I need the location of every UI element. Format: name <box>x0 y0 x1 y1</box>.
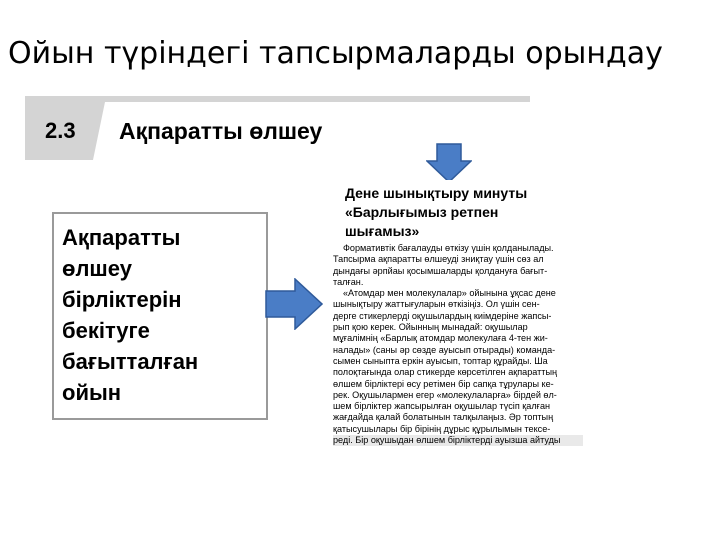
description-line: өлшеу <box>62 256 132 281</box>
document-body-line: «Атомдар мен молекулалар» ойынына ұқсас дене <box>343 288 556 299</box>
document-title-line: «Барлығымыз ретпен <box>345 204 499 220</box>
document-body-line: дындағы әрпйаы қосымшаларды қолдануға бағыт- <box>333 265 548 276</box>
document-title <box>345 184 585 241</box>
description-box <box>52 212 268 420</box>
document-body-line: Тапсырма ақпаратты өлшеуді зниқтау үшін сөз ал <box>333 254 544 265</box>
section-number-box <box>25 96 93 160</box>
document-body-line: налады» (саны әр сөзде ауысып отырады) команда- <box>333 344 556 355</box>
document-body-line: сымен сыныпта еркін ауысып, топтар құрайды. Ша <box>333 355 548 366</box>
document-body-line: өлшем бірліктері өсу ретімен бір сапқа тұрулары ке- <box>333 378 554 389</box>
document-body-line: қатысушылары бір бірінің дұрыс құрылымын тексе- <box>333 423 551 434</box>
description-line: бірліктерін <box>62 287 182 312</box>
description-line: бекітуге <box>62 318 150 343</box>
description-line: бағытталған <box>62 349 199 374</box>
document-body-line: шынықтыру жаттығуларын өткізіңіз. Ол үшін сен- <box>333 299 540 310</box>
description-text <box>62 222 262 408</box>
document-body-line: шем бірліктер жапсырылған оқушылар түсіп қалған <box>333 401 551 412</box>
description-line: ойын <box>62 380 122 405</box>
document-title-line: шығамыз» <box>345 223 420 239</box>
slide-title: Ойын түріндегі тапсырмаларды орындау <box>8 36 663 71</box>
header-rule <box>93 96 530 102</box>
description-line: Ақпаратты <box>62 225 181 250</box>
document-body-line: Формативтік бағалауды өткізу үшін қолданылады. <box>343 243 554 253</box>
document-body <box>333 243 583 446</box>
document-body-line: реді. Бір оқушыдан өлшем бірліктерді ауызша айтуды <box>333 435 583 446</box>
document-excerpt <box>333 180 586 463</box>
arrow-down-icon <box>426 143 472 183</box>
document-body-line: рып қою керек. Ойынның мынадай: оқушылар <box>333 322 528 333</box>
document-body-line: рек. Оқушылармен егер «молекулаларға» бірдей өл- <box>333 389 557 400</box>
arrow-right-icon <box>265 278 323 330</box>
document-body-line: мұғалімнің «Барлық атомдар молекулаға 4-тен жи- <box>333 333 548 344</box>
document-body-line: жағдайда қалай болатынын талқылаңыз. Әр топтың <box>333 412 554 423</box>
document-title-line: Дене шынықтыру минуты <box>345 185 528 201</box>
header-notch <box>93 102 105 160</box>
section-heading: Ақпаратты өлшеу <box>119 118 323 144</box>
document-body-line: талған. <box>333 276 364 287</box>
document-body-line: полоқтағында олар стикерде көрсетілген ақпараттың <box>333 367 558 378</box>
document-body-line: дерге стикерлерді оқушылардың киімдерінe жапсы- <box>333 310 552 321</box>
section-number: 2.3 <box>45 118 76 143</box>
